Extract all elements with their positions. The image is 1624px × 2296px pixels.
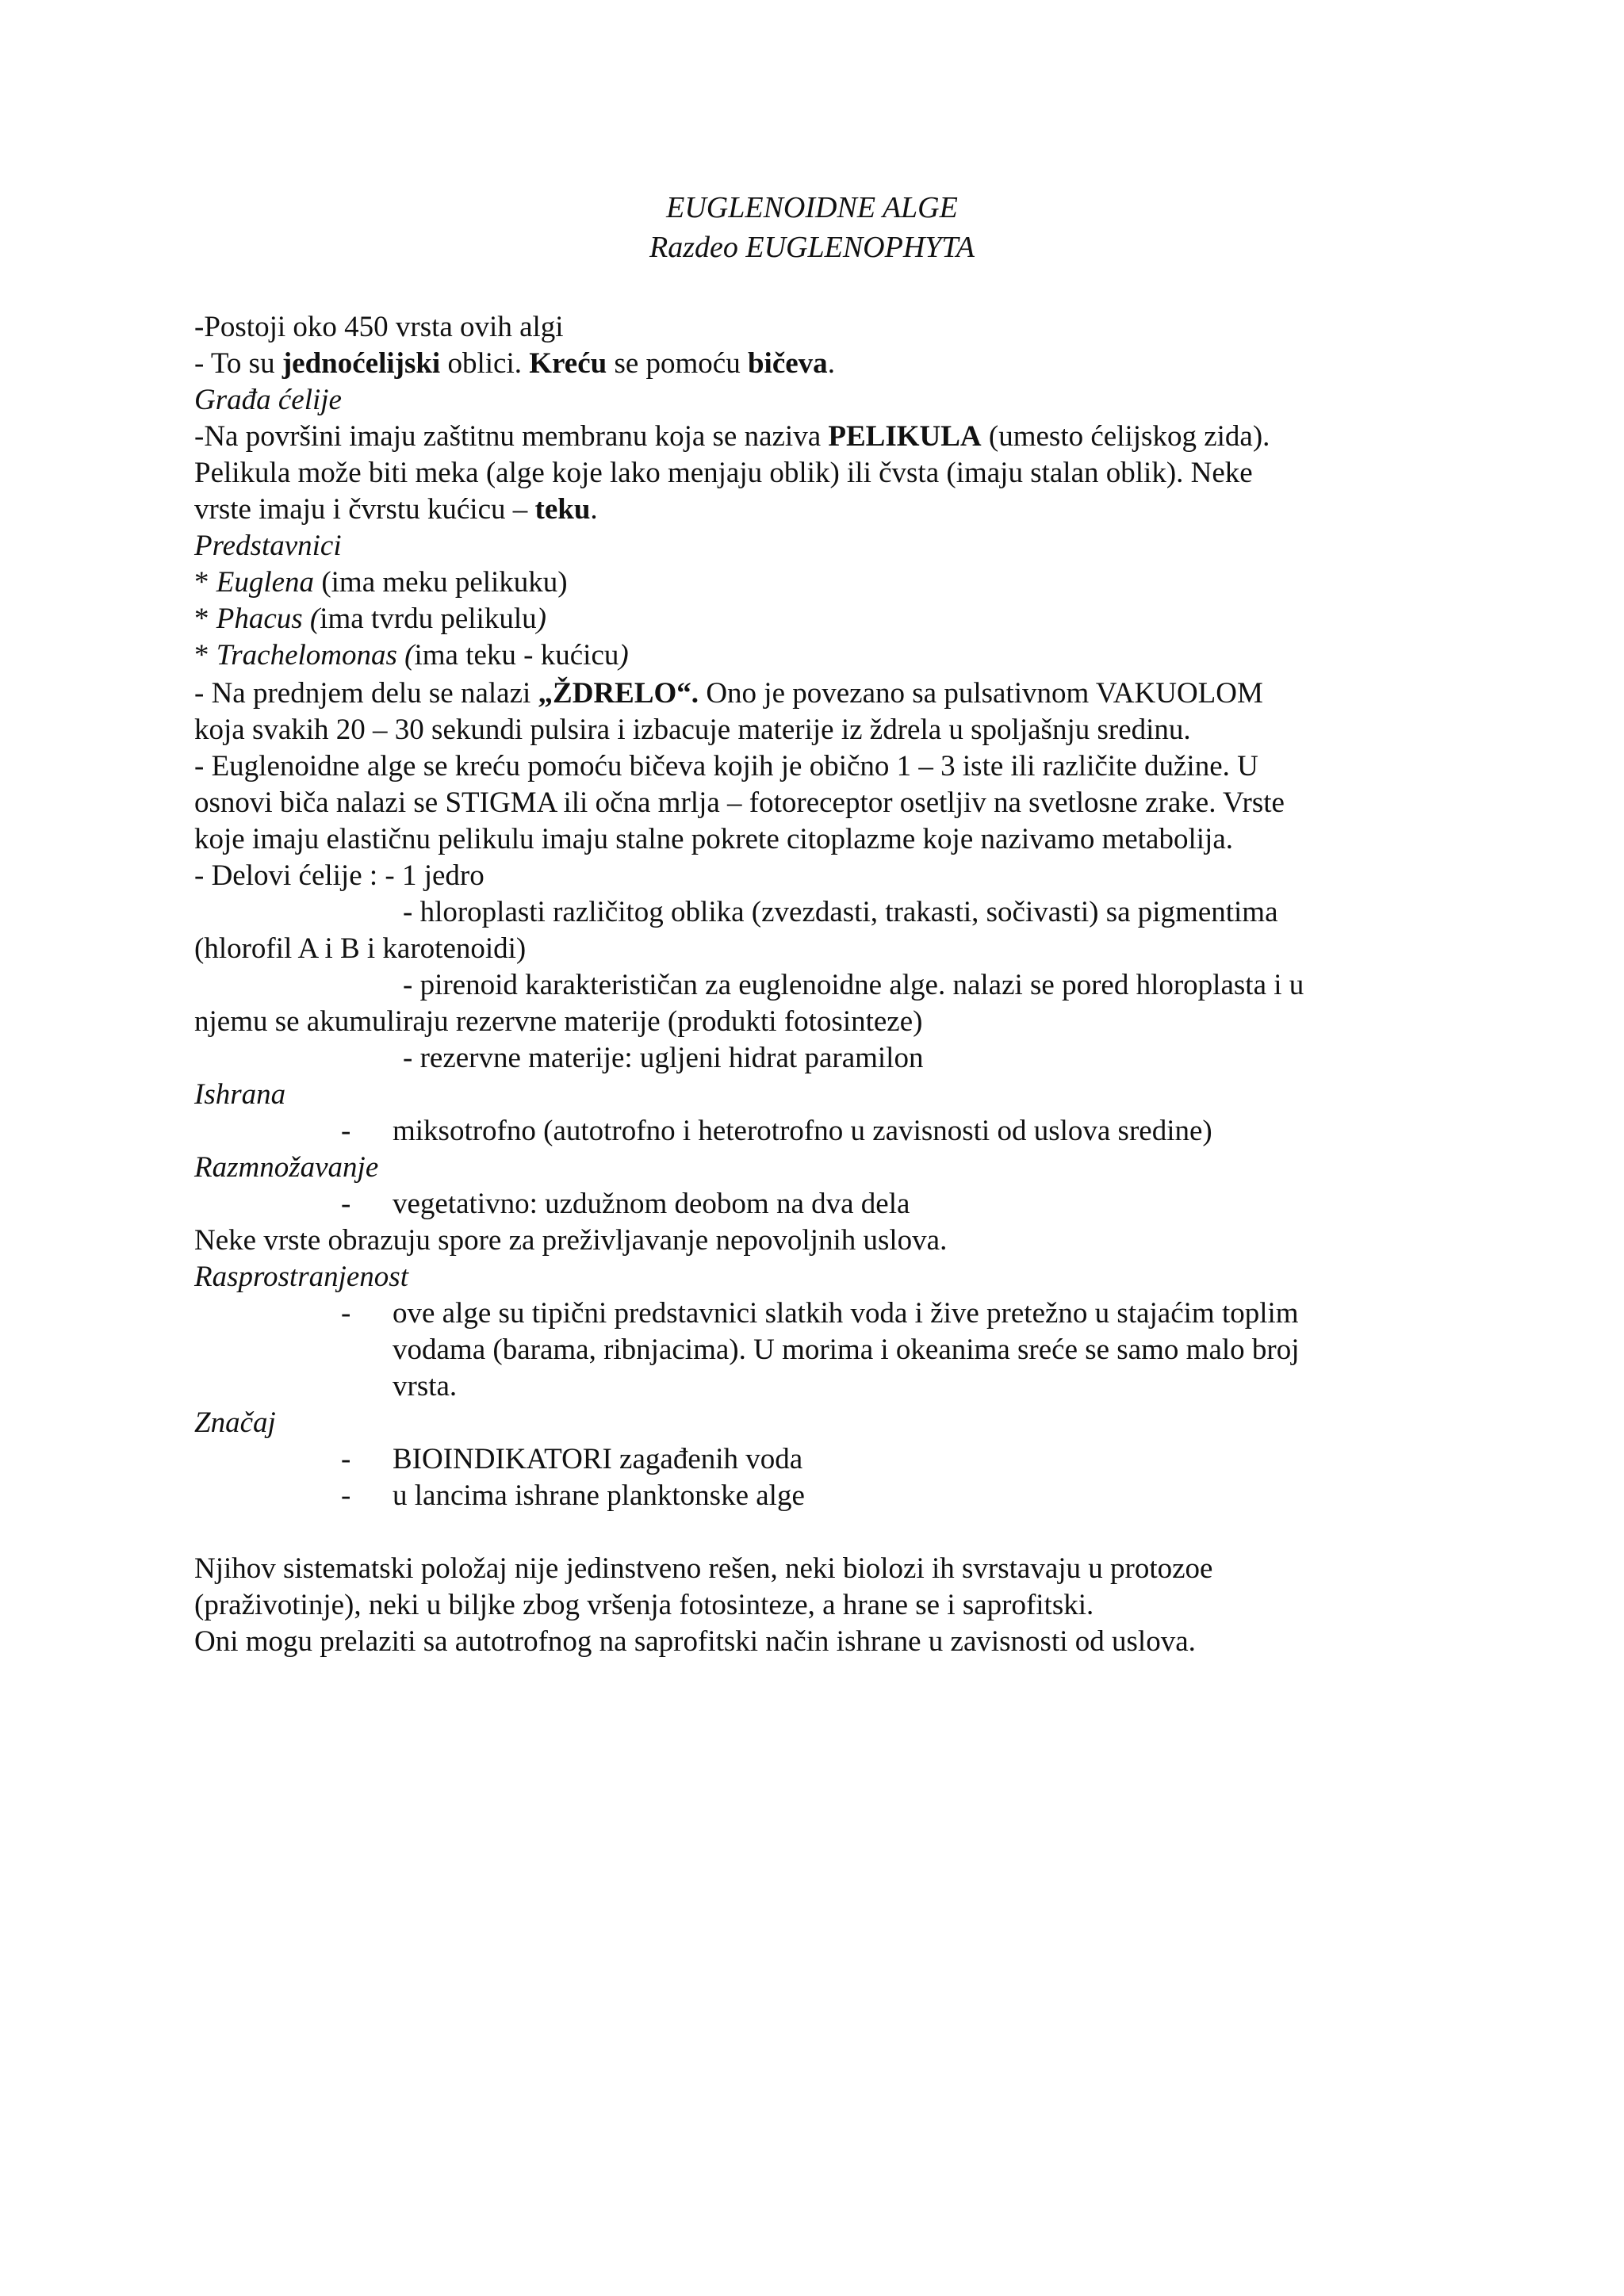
ishrana-text: miksotrofno (autotrofno i heterotrofno u zavisnosti od uslova sredine) [393,1115,1212,1147]
closing-line-1: Njihov sistematski položaj nije jedinstveno rešen, neki biolozi ih svrstavaju u protozoe [194,1552,1213,1585]
delovi-line-1: - Delovi ćelije : - 1 jedro [194,859,485,892]
kretanje-line-1: - Euglenoidne alge se kreću pomoću bičeva kojih je obično 1 – 3 iste ili različite dužine. U [194,750,1258,783]
grada-line-3: vrste imaju i čvrstu kućicu – teku. [194,493,598,526]
rasprostranjenost-line-3: vrsta. [393,1370,458,1402]
list-bullet: - [341,1188,351,1220]
razmnozavanje-extra: Neke vrste obrazuju spore za preživljavanje nepovoljnih uslova. [194,1224,948,1257]
list-bullet: - [341,1479,351,1512]
closing-line-2: (praživotinje), neki u biljke zbog vršenja fotosinteze, a hrane se i saprofitski. [194,1589,1094,1621]
section-heading-predstavnici: Predstavnici [194,530,342,562]
section-heading-ishrana: Ishrana [194,1078,286,1111]
predstavnik-item: * Phacus (ima tvrdu pelikulu) [194,603,546,635]
document-subtitle: Razdeo EUGLENOPHYTA [649,231,975,264]
intro-line-1: -Postoji oko 450 vrsta ovih algi [194,311,564,343]
grada-line-1: -Na površini imaju zaštitnu membranu koja se naziva PELIKULA (umesto ćelijskog zida). [194,420,1270,453]
znacaj-item: BIOINDIKATORI zagađenih voda [393,1443,803,1475]
rasprostranjenost-line-1: ove alge su tipični predstavnici slatkih voda i žive pretežno u stajaćim toplim [393,1297,1299,1330]
list-bullet: - [341,1115,351,1147]
delovi-line-2: - hloroplasti različitog oblika (zvezdasti, trakasti, sočivasti) sa pigmentima [403,896,1278,928]
document-title: EUGLENOIDNE ALGE [666,191,958,224]
predstavnik-item: * Trachelomonas (ima teku - kućicu) [194,639,629,672]
kretanje-line-2: osnovi biča nalazi se STIGMA ili očna mrlja – fotoreceptor osetljiv na svetlosne zrake. Vrste [194,786,1285,819]
znacaj-item: u lancima ishrane planktonske alge [393,1479,805,1512]
rasprostranjenost-line-2: vodama (barama, ribnjacima). U morima i okeanima sreće se samo malo broj [393,1334,1300,1366]
list-bullet: - [341,1297,351,1330]
section-heading-znacaj: Značaj [194,1406,276,1439]
section-heading-grada: Građa ćelije [194,384,342,416]
section-heading-razmnozavanje: Razmnožavanje [194,1151,379,1184]
closing-line-3: Oni mogu prelaziti sa autotrofnog na saprofitski način ishrane u zavisnosti od uslova. [194,1625,1196,1658]
grada-line-2: Pelikula može biti meka (alge koje lako menjaju oblik) ili čvsta (imaju stalan oblik). Neke [194,457,1253,489]
razmnozavanje-text: vegetativno: uzdužnom deobom na dva dela [393,1188,910,1220]
delovi-line-4: - pirenoid karakterističan za euglenoidne alge. nalazi se pored hloroplasta i u [403,969,1304,1001]
section-heading-rasprostranjenost: Rasprostranjenost [194,1261,408,1293]
delovi-line-3: (hlorofil A i B i karotenoidi) [194,932,527,965]
predstavnik-item: * Euglena (ima meku pelikuku) [194,566,568,599]
kretanje-line-3: koje imaju elastičnu pelikulu imaju stalne pokrete citoplazme koje nazivamo metabolija. [194,823,1233,855]
delovi-line-5: njemu se akumuliraju rezervne materije (produkti fotosinteze) [194,1005,923,1038]
delovi-line-6: - rezervne materije: ugljeni hidrat paramilon [403,1042,924,1074]
zdrelo-line-2: koja svakih 20 – 30 sekundi pulsira i izbacuje materije iz ždrela u spoljašnju sredinu. [194,714,1191,746]
intro-line-2: - To su jednoćelijski oblici. Kreću se pomoću bičeva. [194,347,835,380]
list-bullet: - [341,1443,351,1475]
zdrelo-line-1: - Na prednjem delu se nalazi „ŽDRELO“. Ono je povezano sa pulsativnom VAKUOLOM [194,677,1263,710]
